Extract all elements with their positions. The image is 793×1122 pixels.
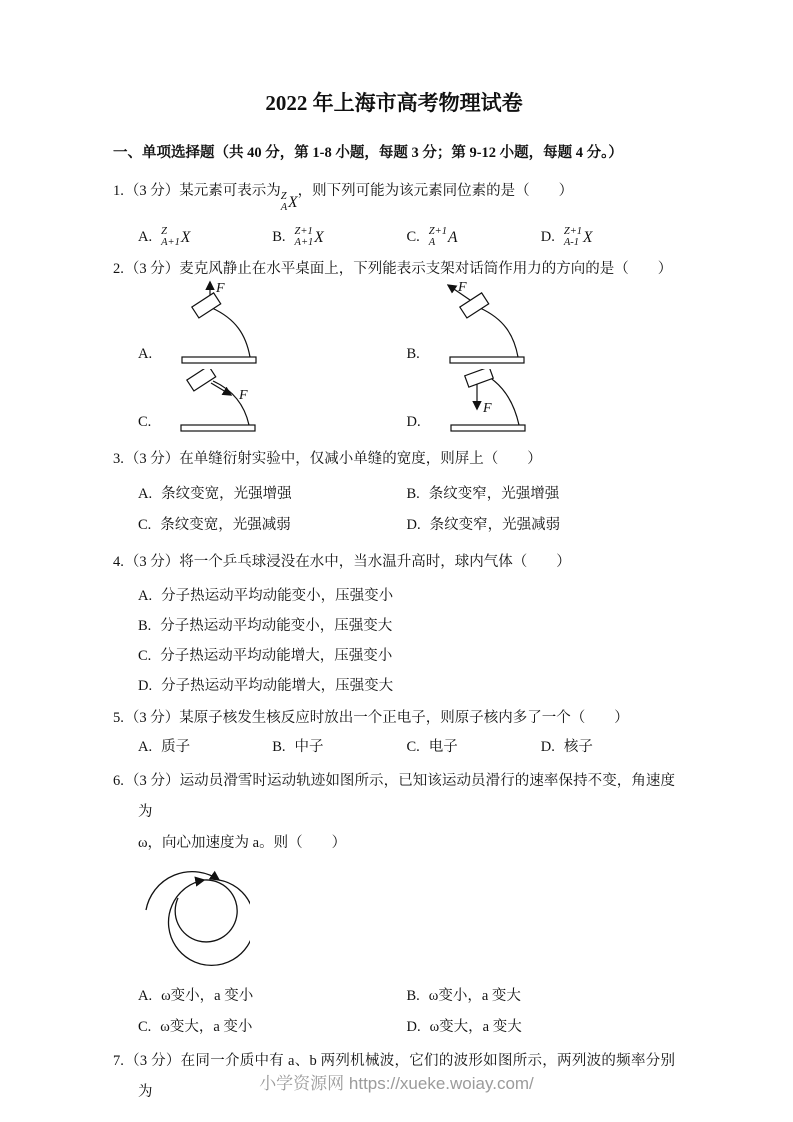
question-3-stem (113, 444, 675, 475)
option-a: A. 分子热运动平均动能变小，压强变小 (138, 587, 394, 604)
nuclide-notation: Z+1 A A (428, 226, 458, 248)
spiral-trajectory-figure (138, 852, 675, 976)
nuclide-superscript: Z (280, 191, 287, 202)
question-7-number: 7. (113, 1052, 124, 1069)
site-watermark: 小学资源网 https://xueke.woiay.com/ (259, 1074, 534, 1093)
option-a: A. 条纹变宽，光强增强 (138, 485, 292, 502)
question-3-options-row-2 (113, 510, 675, 541)
exam-content (0, 90, 793, 1108)
option-a: A. 质子 (138, 738, 191, 755)
question-4-options (113, 581, 675, 701)
nuclide-notation: Z+1 A+1 X (294, 226, 324, 248)
nuclide-symbol: X (288, 193, 298, 211)
option-b: B. ω变小，a 变大 (406, 987, 521, 1004)
microphone-diagram-b (430, 279, 550, 367)
section-heading: 一、单项选择题（共 40 分，第 1-8 小题，每题 3 分；第 9-12 小题，每题 4 分。） (113, 145, 623, 161)
question-1-stem (113, 176, 675, 218)
question-5-options (113, 732, 675, 763)
question-4-text: （3 分）将一个乒乓球浸没在水中，当水温升高时，球内气体（ ） (124, 553, 571, 570)
option-d (541, 222, 675, 253)
question-1-number: 1. (113, 183, 124, 199)
table-surface (451, 425, 525, 431)
force-label: F (482, 400, 492, 416)
microphone-diagram-a (162, 279, 282, 367)
question-4-stem (113, 547, 675, 578)
diagram-option-a (138, 279, 407, 367)
question-1-text-before: （3 分）某元素可表示为 (124, 183, 281, 199)
option-b (272, 222, 406, 253)
spiral-path-diagram (138, 852, 250, 976)
question-3-options-row-1 (113, 479, 675, 510)
option-c: C. 条纹变宽，光强减弱 (138, 516, 291, 533)
option-c: C. 分子热运动平均动能增大，压强变小 (138, 647, 393, 664)
question-3-text: （3 分）在单缝衍射实验中，仅减小单缝的宽度，则屏上（ ） (124, 450, 542, 467)
option-a: A. ω变小，a 变小 (138, 987, 254, 1004)
force-label: F (457, 279, 467, 295)
question-6-text-line-1: （3 分）运动员滑雪时运动轨迹如图所示，已知该运动员滑行的速率保持不变，角速度为 (124, 772, 675, 820)
option-c: C. ω变大，a 变小 (138, 1018, 253, 1035)
option-b: B. 中子 (272, 738, 324, 755)
option-b: B. 分子热运动平均动能变小，压强变大 (138, 617, 393, 634)
question-6-number: 6. (113, 772, 124, 789)
option-key: B. (406, 345, 420, 362)
table-surface (181, 425, 255, 431)
question-6-stem (113, 766, 675, 859)
force-label: F (216, 280, 225, 296)
option-key: C. (406, 228, 420, 245)
question-6-options-row-2 (113, 1012, 675, 1043)
question-4-number: 4. (113, 553, 124, 570)
nuclide-subscript: A (280, 202, 288, 213)
microphone-diagram-d (431, 369, 551, 435)
option-d: D. 分子热运动平均动能增大，压强变大 (138, 677, 394, 694)
option-d: D. ω变大，a 变大 (406, 1018, 522, 1035)
question-5-text: （3 分）某原子核发生核反应时放出一个正电子，则原子核内多了一个（ ） (124, 709, 629, 726)
option-c (407, 222, 541, 253)
option-b: B. 条纹变窄，光强增强 (406, 485, 560, 502)
question-2-number: 2. (113, 260, 124, 277)
table-surface (182, 357, 256, 363)
table-surface (450, 357, 524, 363)
option-key: A. (138, 228, 153, 245)
option-key: B. (272, 228, 286, 245)
question-2-text: （3 分）麦克风静止在水平桌面上，下列能表示支架对话筒作用力的方向的是（ ） (124, 260, 673, 277)
force-label: F (239, 387, 248, 403)
option-key: C. (138, 413, 152, 430)
nuclide-notation (281, 187, 298, 218)
nuclide-notation: Z A+1 X (161, 226, 191, 248)
diagram-option-c (138, 369, 407, 435)
page-title: 2022 年上海市高考物理试卷 (265, 91, 523, 115)
question-7-text: （3 分）在同一介质中有 a、b 两列机械波，它们的波形如图所示，两列波的频率分别为 (124, 1052, 675, 1100)
microphone-diagram-c (161, 369, 281, 435)
question-5-number: 5. (113, 709, 124, 726)
question-3-number: 3. (113, 450, 124, 467)
option-d: D. 核子 (540, 738, 593, 755)
nuclide-notation: Z+1 A-1 X (563, 226, 593, 248)
option-d: D. 条纹变窄，光强减弱 (406, 516, 561, 533)
question-5-stem (113, 703, 675, 734)
diagram-option-b (407, 279, 676, 367)
question-1-options (113, 222, 675, 253)
option-c: C. 电子 (406, 738, 458, 755)
question-2-diagrams-row-1 (113, 279, 675, 367)
question-2-diagrams-row-2 (113, 369, 675, 435)
option-key: D. (406, 413, 421, 430)
question-1-text-after: ，则下列可能为该元素同位素的是（ ） (297, 183, 574, 199)
question-6-options-row-1 (113, 981, 675, 1012)
option-a (138, 222, 272, 253)
diagram-option-d (407, 369, 676, 435)
option-key: A. (138, 345, 153, 362)
option-key: D. (540, 228, 555, 245)
question-6-text-line-2: ω，向心加速度为 a。则（ ） (138, 834, 347, 851)
